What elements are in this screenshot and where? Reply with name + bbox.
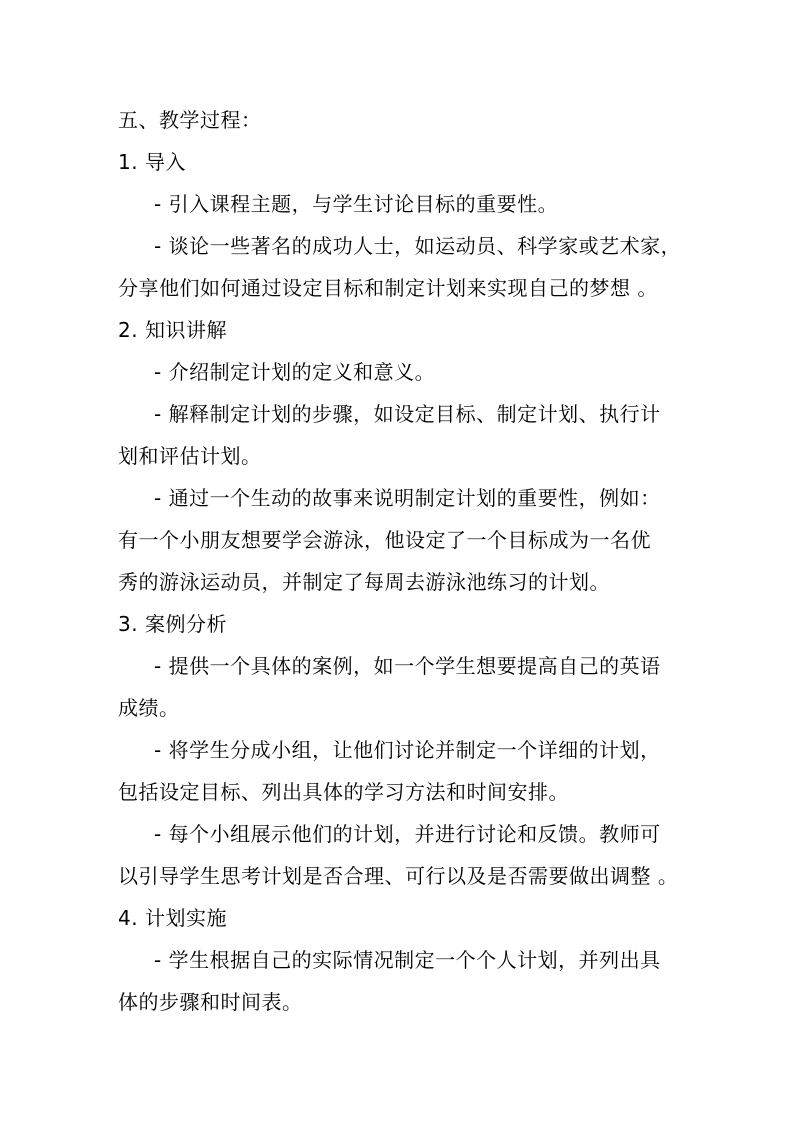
- subsection-heading-intro: 1. 导入: [118, 150, 186, 174]
- paragraph-line: 体的步骤和时间表。: [118, 990, 303, 1014]
- paragraph-line: - 通过一个生动的故事来说明制定计划的重要性，例如：: [154, 486, 661, 510]
- paragraph-line: 有一个小朋友想要学会游泳，他设定了一个目标成为一名优: [118, 528, 651, 552]
- paragraph-line: - 引入课程主题，与学生讨论目标的重要性。: [154, 192, 559, 216]
- paragraph-line: - 将学生分成小组，让他们讨论并制定一个详细的计划，: [154, 738, 661, 762]
- paragraph-line: 以引导学生思考计划是否合理、可行以及是否需要做出调整 。: [118, 864, 679, 888]
- document-body: [118, 99, 682, 1023]
- paragraph-line: 包括设定目标、列出具体的学习方法和时间安排。: [118, 780, 569, 804]
- subsection-heading-knowledge: 2. 知识讲解: [118, 318, 227, 342]
- paragraph-line: 分享他们如何通过设定目标和制定计划来实现自己的梦想 。: [118, 276, 658, 300]
- paragraph-line: 成绩。: [118, 696, 180, 720]
- paragraph-line: 秀的游泳运动员，并制定了每周去游泳池练习的计划。: [118, 570, 610, 594]
- paragraph-line: - 解释制定计划的步骤，如设定目标、制定计划、执行计: [154, 402, 661, 426]
- paragraph-line: - 谈论一些著名的成功人士，如运动员、科学家或艺术家，: [154, 234, 682, 258]
- paragraph-line: - 每个小组展示他们的计划，并进行讨论和反馈。教师可: [154, 822, 661, 846]
- paragraph-line: - 介绍制定计划的定义和意义。: [154, 360, 436, 384]
- paragraph-line: 划和评估计划。: [118, 444, 262, 468]
- subsection-heading-case: 3. 案例分析: [118, 612, 227, 636]
- section-heading: 五、教学过程：: [118, 108, 262, 132]
- paragraph-line: - 提供一个具体的案例，如一个学生想要提高自己的英语: [154, 654, 661, 678]
- subsection-heading-implementation: 4. 计划实施: [118, 906, 227, 930]
- paragraph-line: - 学生根据自己的实际情况制定一个个人计划，并列出具: [154, 948, 661, 972]
